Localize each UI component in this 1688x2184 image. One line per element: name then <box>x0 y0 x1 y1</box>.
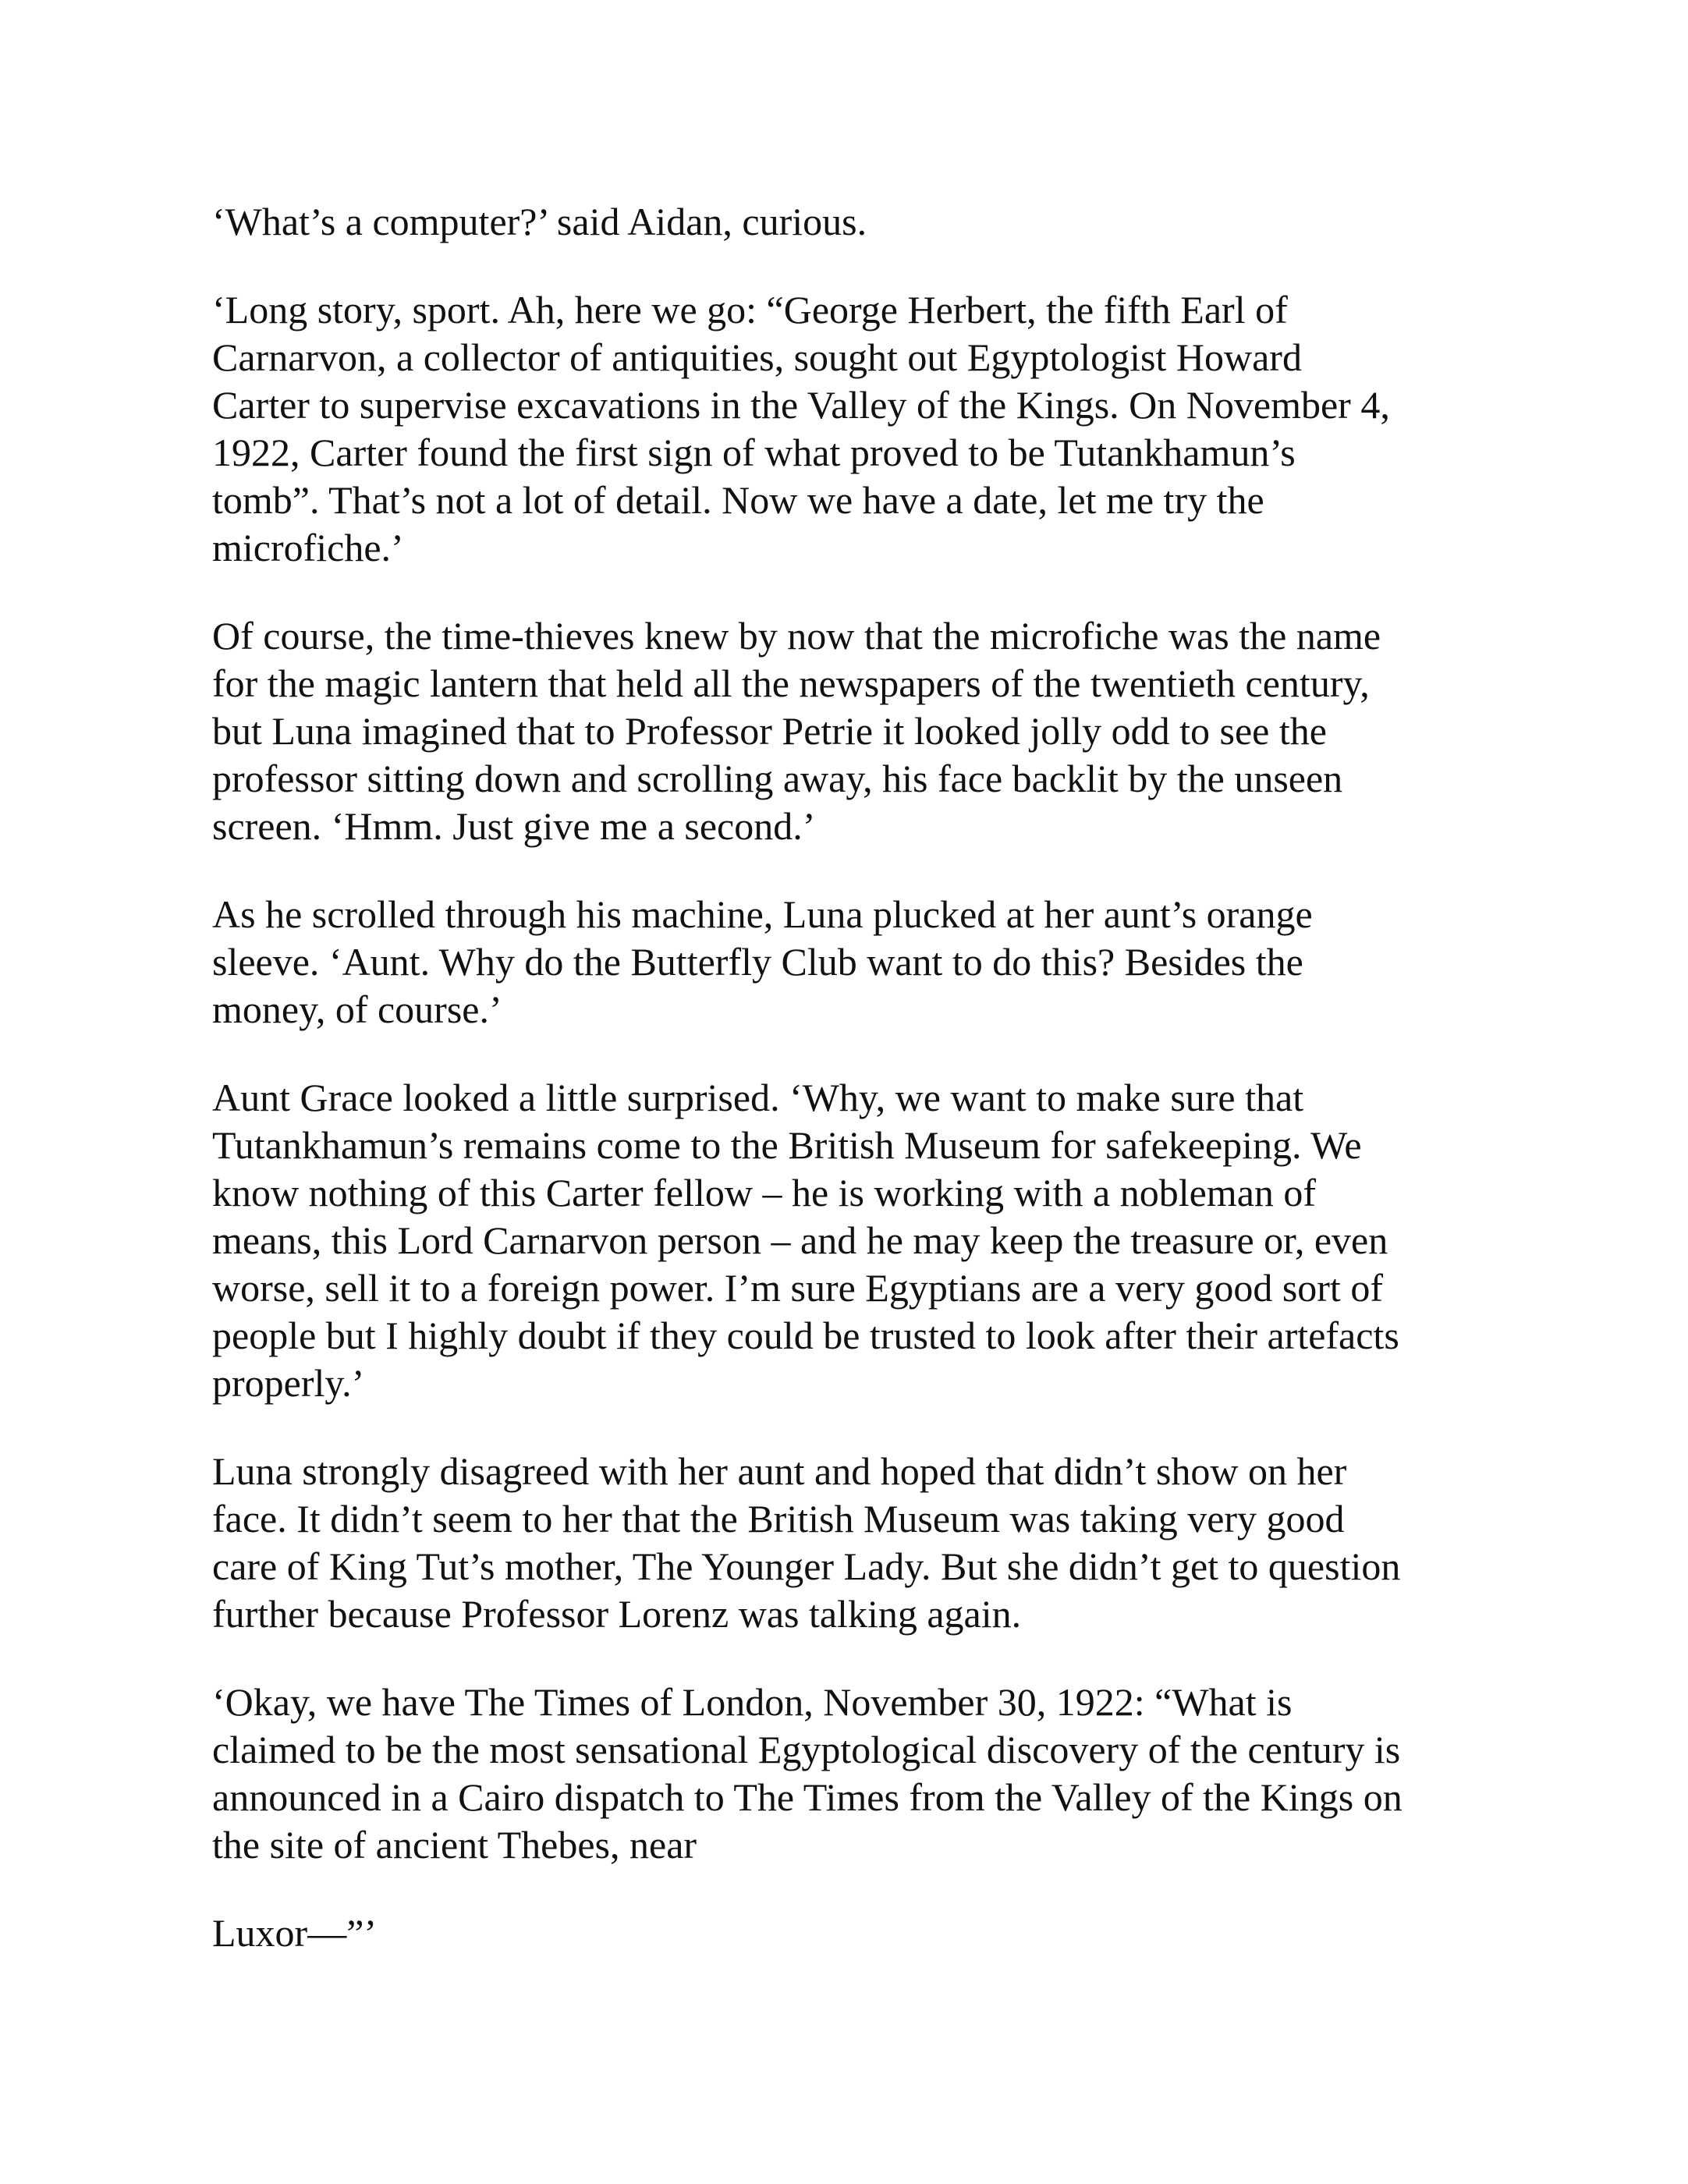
paragraph-1 <box>212 198 1491 246</box>
text-line: Tutankhamun’s remains come to the British Museum for safekeeping. We <box>212 1123 1362 1167</box>
text-line: sleeve. ‘Aunt. Why do the Butterfly Club want to do this? Besides the <box>212 940 1303 984</box>
text-line: As he scrolled through his machine, Luna plucked at her aunt’s orange <box>212 892 1313 936</box>
text-line: claimed to be the most sensational Egyptological discovery of the century is <box>212 1728 1401 1771</box>
paragraph-4 <box>212 891 1491 1034</box>
paragraph-5 <box>212 1074 1491 1407</box>
paragraph-8 <box>212 1909 1491 1957</box>
text-line: microfiche.’ <box>212 526 404 569</box>
paragraph-3 <box>212 612 1491 850</box>
text-line: further because Professor Lorenz was talking again. <box>212 1592 1022 1636</box>
text-line: Of course, the time-thieves knew by now that the microfiche was the name <box>212 614 1381 658</box>
text-line: people but I highly doubt if they could be trusted to look after their artefacts <box>212 1314 1399 1357</box>
text-line: the site of ancient Thebes, near <box>212 1823 697 1867</box>
paragraph-7 <box>212 1679 1491 1869</box>
text-line: Aunt Grace looked a little surprised. ‘Why, we want to make sure that <box>212 1076 1304 1119</box>
text-line: Luna strongly disagreed with her aunt and hoped that didn’t show on her <box>212 1449 1347 1493</box>
text-line: Carter to supervise excavations in the Valley of the Kings. On November 4, <box>212 383 1390 427</box>
body-text <box>212 198 1491 1998</box>
text-line: announced in a Cairo dispatch to The Times from the Valley of the Kings on <box>212 1775 1403 1819</box>
text-line: worse, sell it to a foreign power. I’m sure Egyptians are a very good sort of <box>212 1266 1383 1310</box>
text-line: professor sitting down and scrolling away, his face backlit by the unseen <box>212 757 1343 800</box>
text-line: screen. ‘Hmm. Just give me a second.’ <box>212 804 816 848</box>
text-line: ‘Long story, sport. Ah, here we go: “George Herbert, the fifth Earl of <box>212 288 1288 332</box>
text-line: know nothing of this Carter fellow – he is working with a nobleman of <box>212 1171 1317 1214</box>
text-line: properly.’ <box>212 1361 365 1405</box>
paragraph-2 <box>212 286 1491 572</box>
text-line: ‘What’s a computer?’ said Aidan, curious. <box>212 200 867 243</box>
text-line: ‘Okay, we have The Times of London, November 30, 1922: “What is <box>212 1680 1293 1724</box>
text-line: Carnarvon, a collector of antiquities, sought out Egyptologist Howard <box>212 335 1302 379</box>
text-line: tomb”. That’s not a lot of detail. Now we have a date, let me try the <box>212 478 1264 522</box>
text-line: Luxor—”’ <box>212 1911 378 1955</box>
text-line: face. It didn’t seem to her that the British Museum was taking very good <box>212 1497 1345 1540</box>
text-line: for the magic lantern that held all the newspapers of the twentieth century, <box>212 661 1370 705</box>
text-line: care of King Tut’s mother, The Younger Lady. But she didn’t get to question <box>212 1544 1401 1588</box>
text-line: means, this Lord Carnarvon person – and he may keep the treasure or, even <box>212 1218 1388 1262</box>
text-line: money, of course.’ <box>212 987 502 1031</box>
paragraph-6 <box>212 1448 1491 1638</box>
text-line: but Luna imagined that to Professor Petrie it looked jolly odd to see the <box>212 709 1327 753</box>
text-line: 1922, Carter found the first sign of what proved to be Tutankhamun’s <box>212 431 1296 474</box>
